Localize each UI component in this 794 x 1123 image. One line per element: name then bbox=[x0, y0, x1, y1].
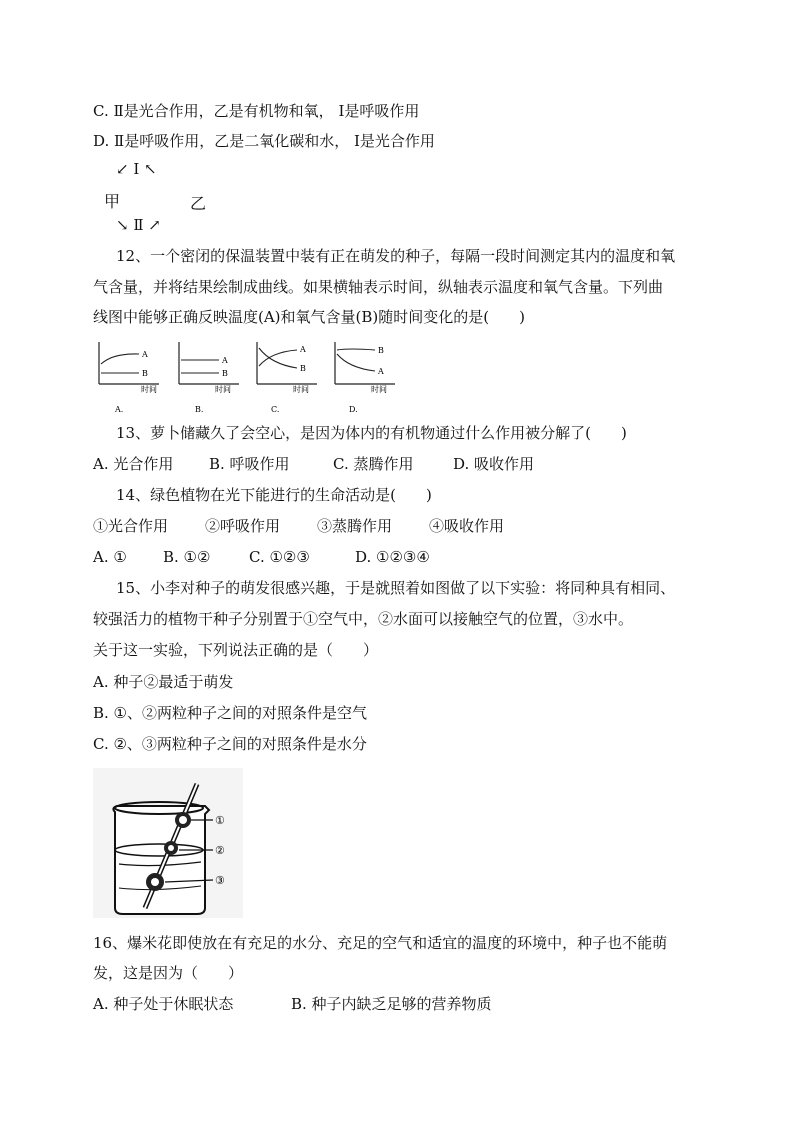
chart-a-option-label: A. bbox=[115, 405, 124, 414]
q14-item-1: ①光合作用 bbox=[93, 517, 169, 535]
q14-item-2: ②呼吸作用 bbox=[205, 517, 281, 535]
q14-option-c: C. ①②③ bbox=[249, 548, 310, 566]
q13-option-d: D. 吸收作用 bbox=[453, 455, 535, 473]
q13-option-c: C. 蒸腾作用 bbox=[333, 455, 414, 473]
q14-option-b: B. ①② bbox=[163, 548, 211, 566]
q11-option-c: C. Ⅱ是光合作用，乙是有机物和氧， Ⅰ是呼吸作用 bbox=[93, 102, 420, 120]
chart-d-curve-label-1: B bbox=[378, 346, 384, 355]
chart-d-option-label: D. bbox=[349, 405, 358, 414]
q15-stem-line1: 15、小李对种子的萌发很感兴趣，于是就照着如图做了以下实验：将同种具有相同、 bbox=[116, 579, 676, 597]
q12-stem-line2: 气含量，并将结果绘制成曲线。如果横轴表示时间，纵轴表示温度和氧气含量。下列曲 bbox=[93, 278, 664, 296]
q12-stem-line1: 12、一个密闭的保温装置中装有正在萌发的种子，每隔一段时间测定其内的温度和氧 bbox=[116, 247, 676, 265]
cycle-right-label: 乙 bbox=[190, 194, 207, 213]
beaker-figure bbox=[93, 768, 243, 918]
chart-b-option-label: B. bbox=[195, 405, 204, 414]
chart-a-curve-label-2: B bbox=[142, 369, 148, 378]
q13-option-b: B. 呼吸作用 bbox=[209, 455, 290, 473]
q12-stem-line3: 线图中能够正确反映温度(A)和氧气含量(B)随时间变化的是( ) bbox=[93, 308, 525, 326]
q13-option-a: A. 光合作用 bbox=[93, 455, 174, 473]
q14-stem: 14、绿色植物在光下能进行的生命活动是( ) bbox=[116, 486, 432, 504]
q16-option-b: B. 种子内缺乏足够的营养物质 bbox=[291, 995, 492, 1013]
chart-b-axis-label: 时间 bbox=[215, 385, 231, 394]
chart-c-option-label: C. bbox=[271, 405, 280, 414]
q16-stem-line2: 发，这是因为（ ） bbox=[93, 964, 244, 982]
q13-options bbox=[93, 454, 534, 474]
chart-option-b bbox=[173, 338, 251, 418]
chart-a-axis-label: 时间 bbox=[141, 385, 157, 394]
beaker-label-2: ② bbox=[215, 844, 225, 857]
q15-option-b: B. ①、②两粒种子之间的对照条件是空气 bbox=[93, 704, 368, 722]
chart-b-curve-label-2: B bbox=[222, 369, 228, 378]
beaker-label-3: ③ bbox=[215, 874, 225, 887]
q15-stem-line2: 较强活力的植物干种子分别置于①空气中，②水面可以接触空气的位置，③水中。 bbox=[93, 610, 634, 628]
q12-chart-options bbox=[93, 338, 413, 418]
q14-item-3: ③蒸腾作用 bbox=[317, 517, 393, 535]
cycle-bottom-arrows: ↘ Ⅱ ↗ bbox=[116, 216, 161, 234]
cycle-top-arrows: ↙ Ⅰ ↖ bbox=[116, 160, 157, 178]
q16-options bbox=[93, 994, 492, 1014]
q14-option-d: D. ①②③④ bbox=[355, 548, 430, 566]
chart-c-axis-label: 时间 bbox=[293, 385, 309, 394]
q14-option-a: A. ① bbox=[93, 548, 127, 566]
cycle-left-label: 甲 bbox=[104, 192, 121, 211]
chart-option-a bbox=[93, 338, 171, 418]
chart-c-curve-label-1: A bbox=[300, 345, 306, 354]
chart-option-c bbox=[251, 338, 329, 418]
q16-stem-line1: 16、爆米花即使放在有充足的水分、充足的空气和适宜的温度的环境中，种子也不能萌 bbox=[93, 934, 668, 952]
q15-option-a: A. 种子②最适于萌发 bbox=[93, 673, 234, 691]
q14-options bbox=[93, 547, 430, 567]
q14-items bbox=[93, 516, 504, 536]
q15-option-c: C. ②、③两粒种子之间的对照条件是水分 bbox=[93, 735, 367, 753]
chart-d-axis-label: 时间 bbox=[371, 385, 387, 394]
q11-option-d: D. Ⅱ是呼吸作用，乙是二氧化碳和水， Ⅰ是光合作用 bbox=[93, 132, 435, 150]
q16-option-a: A. 种子处于休眠状态 bbox=[93, 995, 234, 1013]
q14-item-4: ④吸收作用 bbox=[429, 517, 505, 535]
chart-option-d bbox=[329, 338, 407, 418]
chart-b-curve-label-1: A bbox=[222, 356, 228, 365]
chart-d-curve-label-2: A bbox=[378, 367, 384, 376]
q13-stem: 13、萝卜储藏久了会空心，是因为体内的有机物通过什么作用被分解了( ) bbox=[116, 424, 627, 442]
chart-a-curve-label-1: A bbox=[142, 350, 148, 359]
q15-stem-line3: 关于这一实验，下列说法正确的是（ ） bbox=[93, 641, 379, 659]
beaker-label-1: ① bbox=[215, 814, 225, 827]
chart-c-curve-label-2: B bbox=[300, 364, 306, 373]
